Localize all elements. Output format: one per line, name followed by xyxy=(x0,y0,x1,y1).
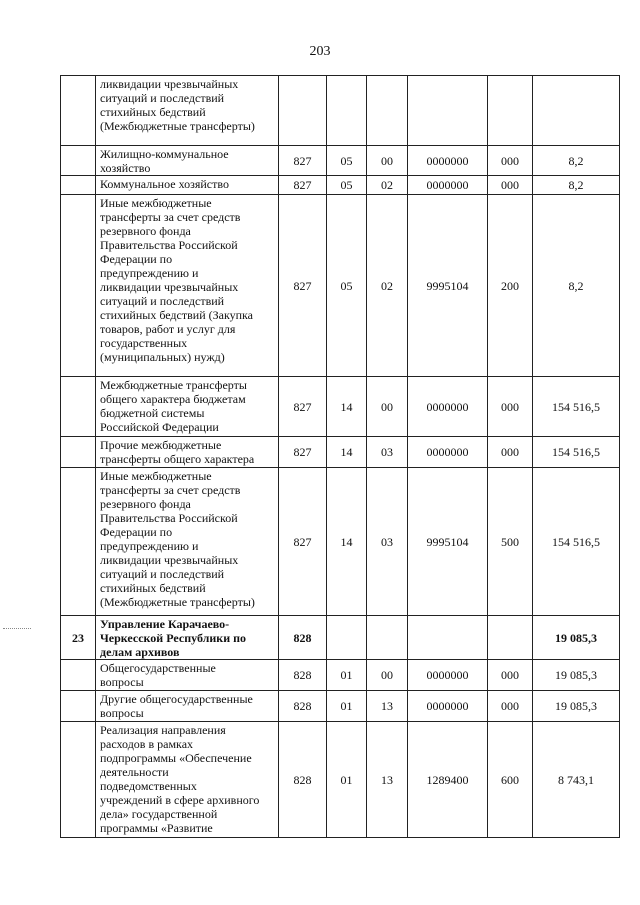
item-name-cell xyxy=(96,660,279,691)
row-number-cell xyxy=(61,437,96,468)
amount-cell: 8,2 xyxy=(533,195,620,377)
subsection-code-cell: 02 xyxy=(367,176,408,195)
item-name-line: Жилищно-коммунальное xyxy=(100,147,229,161)
subsection-code-cell xyxy=(367,616,408,660)
row-number-cell xyxy=(61,195,96,377)
expense-type-cell: 500 xyxy=(488,468,533,616)
item-name-line: ситуаций и последствий xyxy=(100,294,225,308)
item-name-line: товаров, работ и услуг для xyxy=(100,322,236,336)
amount-cell: 19 085,3 xyxy=(533,691,620,722)
target-article-cell: 0000000 xyxy=(408,146,488,176)
ministry-code-cell: 827 xyxy=(279,468,327,616)
item-name-line: Общегосударственные xyxy=(100,661,216,675)
target-article-cell: 0000000 xyxy=(408,437,488,468)
item-name-line: стихийных бедствий xyxy=(100,581,206,595)
item-name-cell xyxy=(96,437,279,468)
target-article-cell xyxy=(408,616,488,660)
item-name-line: ликвидации чрезвычайных xyxy=(100,280,239,294)
item-name-line: трансферты за счет средств xyxy=(100,483,241,497)
row-number-cell xyxy=(61,146,96,176)
table-row xyxy=(61,691,620,722)
ministry-code-cell: 827 xyxy=(279,146,327,176)
item-name-line: ликвидации чрезвычайных xyxy=(100,553,239,567)
item-name-line: Российской Федерации xyxy=(100,420,219,434)
item-name-line: Реализация направления xyxy=(100,723,226,737)
expense-type-cell: 000 xyxy=(488,660,533,691)
table-row xyxy=(61,146,620,176)
item-name-cell xyxy=(96,468,279,616)
ministry-code-cell: 827 xyxy=(279,437,327,468)
section-code-cell: 14 xyxy=(327,377,367,437)
target-article-cell: 0000000 xyxy=(408,377,488,437)
ministry-code-cell: 828 xyxy=(279,691,327,722)
subsection-code-cell: 13 xyxy=(367,722,408,838)
item-name-cell xyxy=(96,76,279,146)
item-name-line: стихийных бедствий xyxy=(100,105,206,119)
item-name-line: (Межбюджетные трансферты) xyxy=(100,595,255,609)
amount-cell xyxy=(533,76,620,146)
ministry-code-cell: 828 xyxy=(279,722,327,838)
table-row xyxy=(61,76,620,146)
target-article-cell: 0000000 xyxy=(408,176,488,195)
item-name-line: подведомственных xyxy=(100,779,197,793)
item-name-line: государственных xyxy=(100,336,188,350)
amount-cell: 8 743,1 xyxy=(533,722,620,838)
target-article-cell xyxy=(408,76,488,146)
amount-cell: 154 516,5 xyxy=(533,468,620,616)
item-name-line: деятельности xyxy=(100,765,169,779)
amount-cell: 8,2 xyxy=(533,146,620,176)
item-name-cell xyxy=(96,195,279,377)
row-number-cell xyxy=(61,468,96,616)
ministry-code-cell: 828 xyxy=(279,616,327,660)
subsection-code-cell: 13 xyxy=(367,691,408,722)
item-name-line: вопросы xyxy=(100,675,144,689)
subsection-code-cell: 00 xyxy=(367,660,408,691)
item-name-line: Прочие межбюджетные xyxy=(100,438,222,452)
item-name-line: Другие общегосударственные xyxy=(100,692,253,706)
row-number-cell xyxy=(61,377,96,437)
item-name-cell xyxy=(96,146,279,176)
table-row xyxy=(61,660,620,691)
target-article-cell: 9995104 xyxy=(408,468,488,616)
row-number-cell xyxy=(61,176,96,195)
item-name-line: ликвидации чрезвычайных xyxy=(100,77,239,91)
row-number-cell xyxy=(61,660,96,691)
item-name-line: предупреждению и xyxy=(100,539,199,553)
subsection-code-cell: 02 xyxy=(367,195,408,377)
expense-type-cell: 000 xyxy=(488,691,533,722)
item-name-line: общего характера бюджетам xyxy=(100,392,246,406)
expense-type-cell xyxy=(488,616,533,660)
table-row xyxy=(61,176,620,195)
page-number: 203 xyxy=(309,44,331,59)
subsection-code-cell: 00 xyxy=(367,146,408,176)
expense-type-cell: 600 xyxy=(488,722,533,838)
section-code-cell xyxy=(327,76,367,146)
table-row xyxy=(61,468,620,616)
item-name-line: ситуаций и последствий xyxy=(100,91,225,105)
item-name-line: Управление Карачаево- xyxy=(100,617,230,631)
amount-cell: 8,2 xyxy=(533,176,620,195)
row-number-cell xyxy=(61,722,96,838)
item-name-line: Правительства Российской xyxy=(100,238,238,252)
table-row xyxy=(61,616,620,660)
ministry-code-cell: 827 xyxy=(279,176,327,195)
ministry-code-cell: 827 xyxy=(279,195,327,377)
budget-table xyxy=(60,75,620,838)
item-name-cell xyxy=(96,616,279,660)
section-code-cell: 01 xyxy=(327,660,367,691)
section-code-cell: 14 xyxy=(327,468,367,616)
expense-type-cell xyxy=(488,76,533,146)
table-row xyxy=(61,437,620,468)
amount-cell: 154 516,5 xyxy=(533,437,620,468)
item-name-line: делам архивов xyxy=(100,645,180,659)
target-article-cell: 9995104 xyxy=(408,195,488,377)
item-name-line: Коммунальное хозяйство xyxy=(100,177,229,191)
item-name-line: Иные межбюджетные xyxy=(100,469,212,483)
section-code-cell: 05 xyxy=(327,195,367,377)
item-name-line: учреждений в сфере архивного xyxy=(100,793,260,807)
amount-cell: 19 085,3 xyxy=(533,616,620,660)
section-code-cell: 01 xyxy=(327,691,367,722)
amount-cell: 19 085,3 xyxy=(533,660,620,691)
item-name-line: Межбюджетные трансферты xyxy=(100,378,247,392)
table-row xyxy=(61,722,620,838)
target-article-cell: 0000000 xyxy=(408,660,488,691)
subsection-code-cell xyxy=(367,76,408,146)
section-code-cell: 01 xyxy=(327,722,367,838)
item-name-line: ситуаций и последствий xyxy=(100,567,225,581)
item-name-line: Федерации по xyxy=(100,252,173,266)
item-name-cell xyxy=(96,691,279,722)
section-code-cell: 05 xyxy=(327,176,367,195)
ministry-code-cell: 828 xyxy=(279,660,327,691)
table-row xyxy=(61,195,620,377)
section-code-cell xyxy=(327,616,367,660)
amount-cell: 154 516,5 xyxy=(533,377,620,437)
item-name-line: (Межбюджетные трансферты) xyxy=(100,119,255,133)
expense-type-cell: 000 xyxy=(488,377,533,437)
row-number-cell xyxy=(61,691,96,722)
subsection-code-cell: 00 xyxy=(367,377,408,437)
item-name-line: расходов в рамках xyxy=(100,737,194,751)
item-name-line: предупреждению и xyxy=(100,266,199,280)
item-name-line: бюджетной системы xyxy=(100,406,205,420)
expense-type-cell: 000 xyxy=(488,176,533,195)
expense-type-cell: 200 xyxy=(488,195,533,377)
margin-mark xyxy=(3,628,31,629)
section-code-cell: 14 xyxy=(327,437,367,468)
item-name-line: стихийных бедствий (Закупка xyxy=(100,308,254,322)
item-name-line: вопросы xyxy=(100,706,144,720)
ministry-code-cell xyxy=(279,76,327,146)
expense-type-cell: 000 xyxy=(488,437,533,468)
subsection-code-cell: 03 xyxy=(367,437,408,468)
subsection-code-cell: 03 xyxy=(367,468,408,616)
row-number-cell xyxy=(61,76,96,146)
ministry-code-cell: 827 xyxy=(279,377,327,437)
item-name-line: резервного фонда xyxy=(100,224,191,238)
item-name-line: резервного фонда xyxy=(100,497,191,511)
budget-table-body xyxy=(61,76,620,838)
target-article-cell: 1289400 xyxy=(408,722,488,838)
item-name-line: трансферты за счет средств xyxy=(100,210,241,224)
row-number-cell: 23 xyxy=(61,616,96,660)
item-name-line: Черкесской Республики по xyxy=(100,631,247,645)
item-name-line: программы «Развитие xyxy=(100,821,213,835)
target-article-cell: 0000000 xyxy=(408,691,488,722)
item-name-line: Федерации по xyxy=(100,525,173,539)
item-name-line: дела» государственной xyxy=(100,807,218,821)
section-code-cell: 05 xyxy=(327,146,367,176)
item-name-line: Иные межбюджетные xyxy=(100,196,212,210)
table-row xyxy=(61,377,620,437)
item-name-line: (муниципальных) нужд) xyxy=(100,350,225,364)
item-name-line: подпрограммы «Обеспечение xyxy=(100,751,252,765)
item-name-cell xyxy=(96,722,279,838)
item-name-cell xyxy=(96,176,279,195)
item-name-line: хозяйство xyxy=(100,161,151,175)
expense-type-cell: 000 xyxy=(488,146,533,176)
item-name-line: трансферты общего характера xyxy=(100,452,255,466)
item-name-cell xyxy=(96,377,279,437)
item-name-line: Правительства Российской xyxy=(100,511,238,525)
